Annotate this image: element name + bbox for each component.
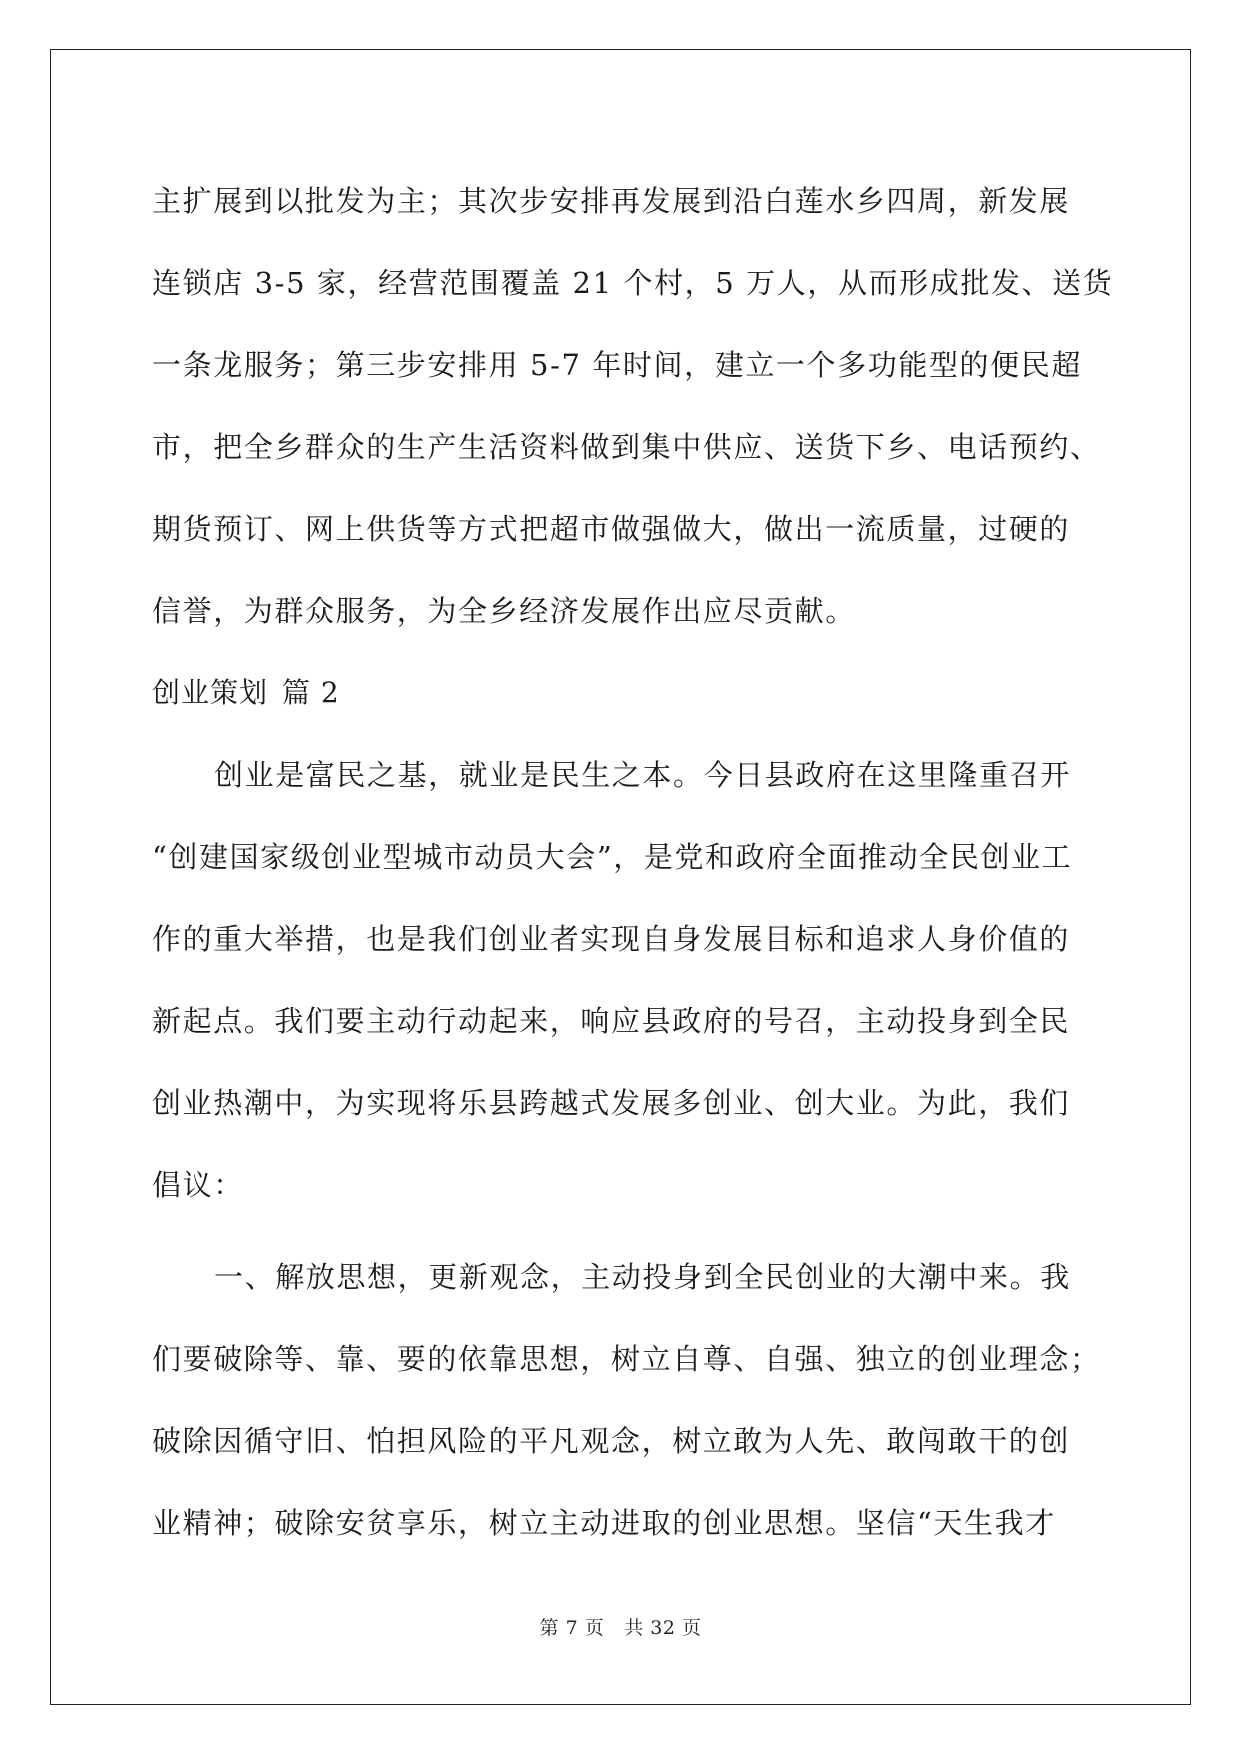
text-line: 倡议： bbox=[152, 1168, 244, 1202]
text-line: 市，把全乡群众的生产生活资料做到集中供应、送货下乡、电话预约、 bbox=[152, 430, 1101, 464]
text-line: 创业是富民之基，就业是民生之本。今日县政府在这里隆重召开 bbox=[214, 758, 1071, 792]
text-line: 新起点。我们要主动行动起来，响应县政府的号召，主动投身到全民 bbox=[152, 1004, 1071, 1038]
text-line: 作的重大举措，也是我们创业者实现自身发展目标和追求人身价值的 bbox=[152, 922, 1071, 956]
paragraph-point-one bbox=[152, 1236, 1101, 1564]
text-line: 连锁店 3-5 家，经营范围覆盖 21 个村，5 万人，从而形成批发、送货 bbox=[152, 266, 1114, 300]
text-line: 主扩展到以批发为主；其次步安排再发展到沿白莲水乡四周，新发展 bbox=[152, 184, 1071, 218]
text-line: 破除因循守旧、怕担风险的平凡观念，树立敢为人先、敢闯敢干的创 bbox=[152, 1424, 1071, 1458]
paragraph-intro bbox=[152, 734, 1092, 1226]
text-line: 信誉，为群众服务，为全乡经济发展作出应尽贡献。 bbox=[152, 594, 856, 628]
paragraph-spacer bbox=[152, 1226, 1092, 1236]
text-line: 们要破除等、靠、要的依靠思想，树立自尊、自强、独立的创业理念； bbox=[152, 1342, 1101, 1376]
paragraph-continued bbox=[152, 160, 1114, 652]
text-line: “创建国家级创业型城市动员大会”，是党和政府全面推动全民创业工 bbox=[152, 840, 1073, 874]
text-line: 期货预订、网上供货等方式把超市做强做大，做出一流质量，过硬的 bbox=[152, 512, 1071, 546]
text-line: 一、解放思想，更新观念，主动投身到全民创业的大潮中来。我 bbox=[214, 1260, 1071, 1294]
text-line: 创业热潮中，为实现将乐县跨越式发展多创业、创大业。为此，我们 bbox=[152, 1086, 1071, 1120]
current-page-number: 第 7 页 bbox=[539, 1617, 605, 1639]
page-footer bbox=[0, 1613, 1241, 1640]
section-heading-title: 创业策划 bbox=[152, 676, 269, 709]
section-heading-number: 篇 2 bbox=[282, 676, 340, 709]
section-heading bbox=[152, 652, 1092, 734]
text-line: 一条龙服务；第三步安排用 5-7 年时间，建立一个多功能型的便民超 bbox=[152, 348, 1082, 382]
document-body bbox=[152, 160, 1114, 1564]
total-page-count: 共 32 页 bbox=[624, 1617, 702, 1639]
text-line: 业精神；破除安贫享乐，树立主动进取的创业思想。坚信“天生我才 bbox=[152, 1506, 1056, 1540]
